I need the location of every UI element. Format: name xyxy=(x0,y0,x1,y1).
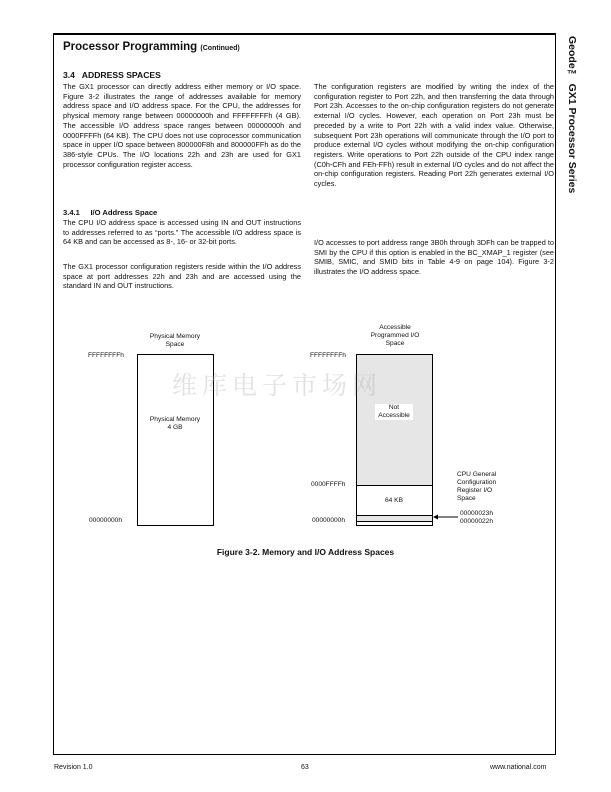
io-mid-address: 0000FFFFh xyxy=(311,481,346,488)
config-register-region xyxy=(357,515,432,522)
paragraph: The configuration registers are modified by writing the index of the configuration register to Port 22h, and then transferring the data through Port 23h. Accesses to the on-chip configuration registers do not generate external I/O cycles. However, each operation on Port 23h must be preceded by a write to Port 22h with a valid index value. Otherwise, subsequent Port 23h operations will communicate through the I/O port to produce external I/O cycles without modifying the on-chip configuration registers. Write operations to Port 22h outside of the CPU index range (C0h-CFh and FEh-FFh) result in external I/O cycles and do not affect the on-chip configuration registers. Reading Port 22h generates external I/O cycles. xyxy=(314,82,554,189)
paragraph: The GX1 processor can directly address either memory or I/O space. Figure 3-2 illustrates the range of addresses available for memory address space and I/O address space. For the CPU, the addresses for physical memory range between 00000000h and FFFFFFFFh (4 GB). The accessible I/O address space ranges between 00000000h and 0000FFFFh (64 KB). The CPU does not use coprocessor communication space in upper I/O space between 800000F8h and 800000FFh as do the 386-style CPUs. The I/O locations 22h and 23h are used for GX1 processor configuration register access. xyxy=(63,82,301,169)
config-address-22: 00000022h xyxy=(460,518,494,525)
not-accessible-label: Not Accessible xyxy=(375,404,413,420)
subsection-heading: 3.4.1 I/O Address Space xyxy=(63,208,158,217)
paragraph: The GX1 processor configuration registers reside within the I/O address space at port addresses 22h and 23h and are accessed using the standard IN and OUT instructions. xyxy=(63,262,301,291)
paragraph: I/O accesses to port address range 3B0h through 3DFh can be trapped to SMI by the CPU if this option is enabled in the BC_XMAP_1 register (see SMIB, SMIC, and SMID bits in Table 4-9 on page 104). Figure 3-2 illustrates the I/O address space. xyxy=(314,238,554,277)
memory-bottom-address: 00000000h xyxy=(89,517,123,524)
figure-caption: Figure 3-2. Memory and I/O Address Spaces xyxy=(216,547,395,557)
section-heading: 3.4 ADDRESS SPACES xyxy=(63,70,161,80)
memory-box xyxy=(137,354,214,526)
arrow-left-icon xyxy=(432,513,460,521)
io-size-label: 64 KB xyxy=(385,497,403,504)
page-title: Processor Programming (Continued) xyxy=(63,41,240,53)
config-label: CPU General Configuration Register I/O Space xyxy=(457,471,497,502)
footer-revision: Revision 1.0 xyxy=(54,764,93,771)
watermark: 维库电子市场网 xyxy=(172,371,383,400)
io-title: Accessible Programmed I/O Space xyxy=(370,324,420,347)
memory-top-address: FFFFFFFFh xyxy=(88,352,124,359)
title-suffix: (Continued) xyxy=(200,45,240,52)
footer-url: www.national.com xyxy=(490,764,547,771)
side-title: Geode™ GX1 Processor Series xyxy=(566,36,578,194)
io-bottom-address: 00000000h xyxy=(312,517,346,524)
not-accessible-region xyxy=(357,355,432,485)
paragraph: The CPU I/O address space is accessed using IN and OUT instructions to addresses referred to as “ports.” The accessible I/O address space is 64 KB and can be accessed as 8-, 16- or 32-bit ports. xyxy=(63,218,301,247)
config-address-23: 00000023h xyxy=(460,510,494,517)
memory-label: Physical Memory 4 GB xyxy=(149,416,201,431)
io-top-address: FFFFFFFFh xyxy=(310,352,346,359)
divider xyxy=(356,485,433,486)
footer-page-number: 63 xyxy=(301,764,309,771)
memory-title: Physical Memory Space xyxy=(149,333,201,348)
